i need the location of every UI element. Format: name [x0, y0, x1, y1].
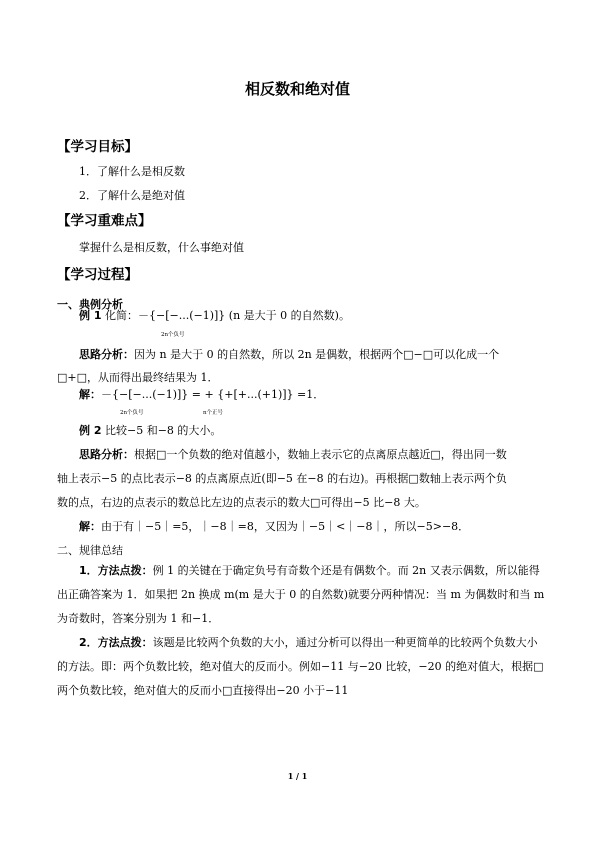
example-2-solution-text: 由于有｜−5｜=5，｜−8｜=8，又因为｜−5｜<｜−8｜，所以−5>−8． — [101, 520, 470, 533]
key-points-heading: 【学习重难点】 — [57, 213, 152, 229]
example-2-analysis-label: 思路分析： — [79, 448, 134, 461]
example-1 — [79, 309, 350, 323]
page-title: 相反数和绝对值 — [244, 80, 350, 98]
tip-1-text: 例 1 的关键在于确定负号有奇数个还是有偶数个。而 2n 又表示偶数，所以能得出正确答案为 1．如果把 2n 换成 m(m 是大于 0 的自然数)就要分两种情况：当 m 为偶数时和当 m 为奇数时，答案分别为 1 和−1． — [57, 564, 545, 625]
example-1-solution-text: －{−[−...(−1)]} = + {+[+...(+1)]} =1． — [101, 388, 325, 401]
tip-2-paragraph — [57, 631, 545, 703]
example-1-underbrace-label: 2n个负号 — [161, 332, 185, 338]
example-2 — [79, 424, 221, 438]
goal-item-1: 1．了解什么是相反数 — [79, 165, 185, 178]
example-2-analysis-text-1: 根据□一个负数的绝对值越小，数轴上表示它的点离原点越近□，得出同一数 — [134, 448, 507, 461]
example-1-analysis-line-2: □+□，从而得出最终结果为 1． — [57, 371, 219, 384]
example-2-solution — [79, 520, 469, 534]
example-1-analysis-label: 思路分析： — [79, 348, 134, 361]
example-2-solution-label: 解： — [79, 520, 101, 533]
goal-item-2: 2．了解什么是绝对值 — [79, 189, 185, 202]
example-2-analysis-line-3: 数的点，右边的点表示的数总比左边的点表示的数大□可得出−5 比−8 大。 — [57, 496, 426, 509]
page-number: 1 / 1 — [287, 771, 308, 781]
example-2-analysis-line-1 — [79, 448, 507, 462]
example-2-label: 例 2 — [79, 424, 102, 437]
example-2-analysis-line-2: 轴上表示−5 的点比表示−8 的点离原点近(即−5 在−8 的右边)。再根据□数轴上表示两个负 — [57, 472, 507, 485]
example-2-text: 比较−5 和−8 的大小。 — [104, 424, 222, 437]
tip-1-label: 1．方法点拨： — [79, 564, 153, 577]
part2-heading: 二、规律总结 — [57, 544, 123, 557]
example-1-analysis-text-1: 因为 n 是大于 0 的自然数，所以 2n 是偶数，根据两个□−□可以化成一个 — [134, 348, 500, 361]
process-heading: 【学习过程】 — [57, 267, 138, 283]
tip-1-paragraph — [57, 559, 545, 631]
example-1-analysis-line-1 — [79, 348, 499, 362]
tip-2-label: 2．方法点拨： — [79, 636, 153, 649]
goals-heading: 【学习目标】 — [57, 139, 138, 155]
solution-underbrace-neg: 2n个负号 — [120, 410, 144, 416]
tip-2-text: 该题是比较两个负数的大小，通过分析可以得出一种更简单的比较两个负数大小的方法。即：两个负数比较，绝对值大的反而小。例如−11 与−20 比较，−20 的绝对值大，根据□两个负数比较，绝对值大的反而小□直接得出−20 小于−11 — [57, 636, 544, 697]
part1-heading: 一、典例分析 — [57, 298, 123, 311]
example-1-solution — [79, 388, 324, 402]
example-1-text: 化简：－{−[−...(−1)]} (n 是大于 0 的自然数)。 — [104, 309, 350, 322]
example-1-label: 例 1 — [79, 309, 102, 322]
solution-underbrace-pos: n个正号 — [203, 410, 224, 416]
example-1-solution-label: 解： — [79, 388, 101, 401]
key-points-text: 掌握什么是相反数，什么事绝对值 — [79, 241, 244, 254]
